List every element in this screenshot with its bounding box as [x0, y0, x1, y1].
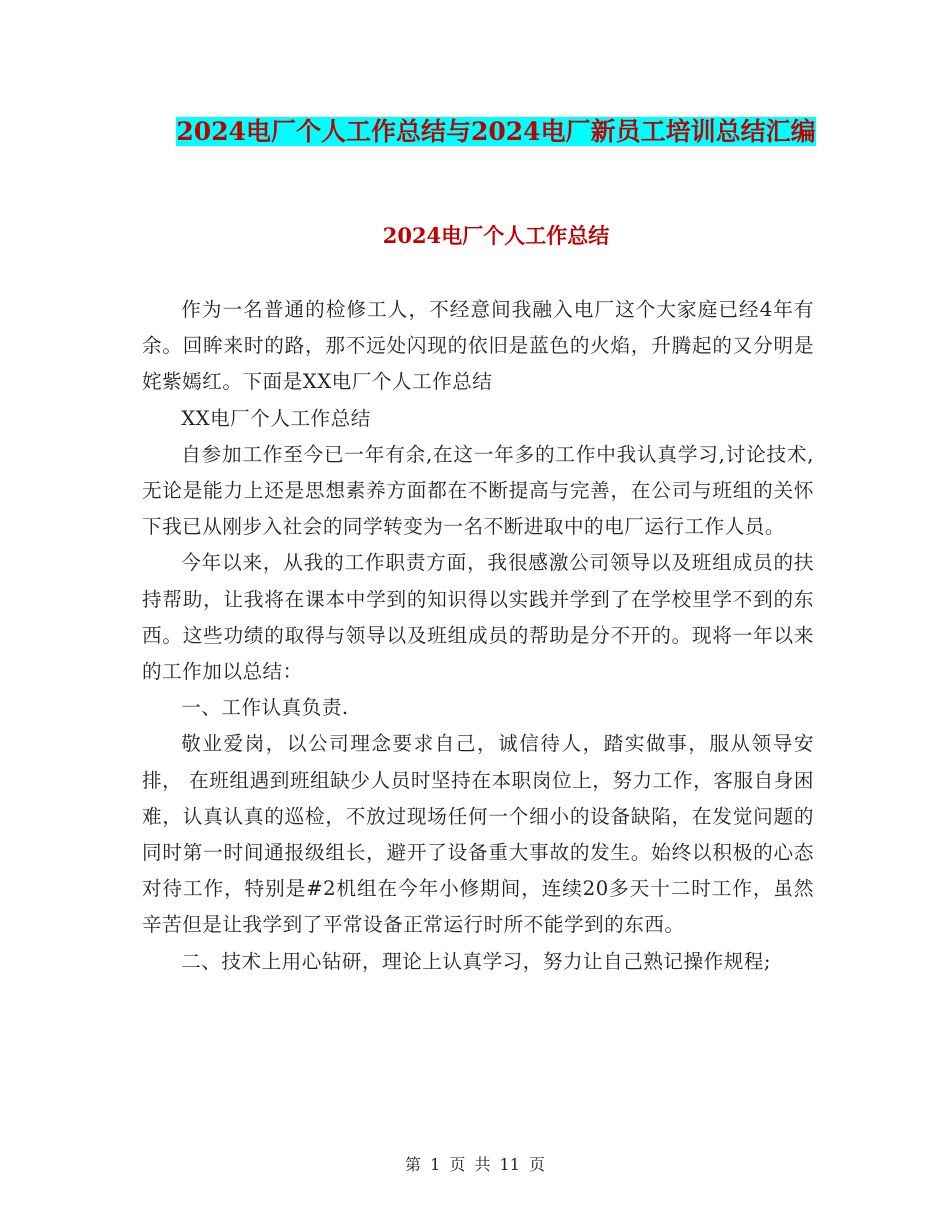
paragraph: 今年以来，从我的工作职责方面，我很感激公司领导以及班组成员的扶持帮助，让我将在课本中学到的知识得以实践并学到了在学校里学不到的东西。这些功绩的取得与领导以及班组成员的帮助是分不开的。现将一年以来的工作加以总结： — [142, 551, 814, 684]
document-title — [140, 110, 852, 154]
section-title: 2024电厂个人工作总结 — [382, 223, 610, 248]
paragraph: 自参加工作至今已一年有余,在这一年多的工作中我认真学习,讨论技术,无论是能力上还是思想素养方面都在不断提高与完善，在公司与班组的关怀下我已从刚步入社会的同学转变为一名不断进取中的电厂运行工作人员。 — [142, 442, 814, 539]
paragraph: 一、工作认真负责. — [181, 696, 349, 720]
paragraph: 敬业爱岗，以公司理念要求自己，诚信待人，踏实做事，服从领导安排， 在班组遇到班组缺少人员时坚持在本职岗位上，努力工作，客服自身困难，认真认真的巡检，不放过现场任何一个细小的设备缺陷，在发觉问题的同时第一时间通报级组长，避开了设备重大事故的发生。始终以积极的心态对待工作，特别是#2机组在今年小修期间，连续20多天十二时工作，虽然辛苦但是让我学到了平常设备正常运行时所不能学到的东西。 — [142, 732, 814, 937]
paragraph: 作为一名普通的检修工人，不经意间我融入电厂这个大家庭已经4年有余。回眸来时的路，那不远处闪现的依旧是蓝色的火焰，升腾起的又分明是姹紫嫣红。下面是XX电厂个人工作总结 — [142, 298, 814, 394]
page-footer: 第 1 页 共 11 页 — [405, 1155, 545, 1174]
document-body — [142, 292, 814, 980]
paragraph: XX电厂个人工作总结 — [181, 406, 371, 430]
paragraph: 二、技术上用心钻研，理论上认真学习，努力让自己熟记操作规程; — [181, 949, 772, 973]
document-title-text: 2024电厂个人工作总结与2024电厂新员工培训总结汇编 — [176, 117, 816, 146]
